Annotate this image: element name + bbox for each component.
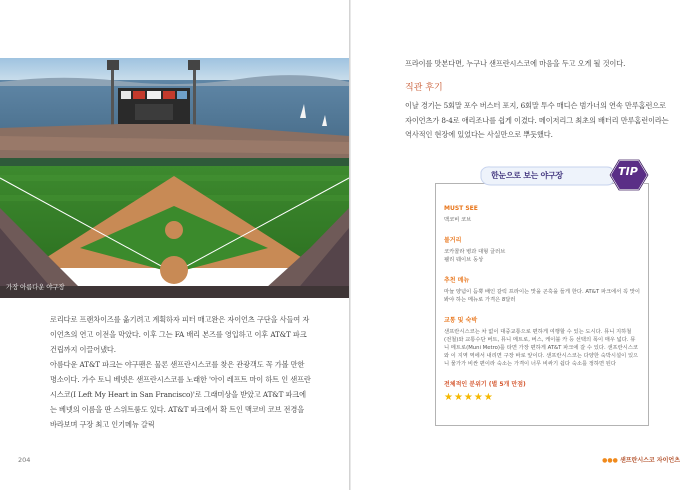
running-footer xyxy=(602,455,680,464)
tip-content xyxy=(444,205,640,403)
rating-label: 전체적인 분위기 (별 5개 만점) xyxy=(444,381,526,388)
tip-item-text: 맥코비 코브 xyxy=(444,217,472,223)
review-body: 이날 경기는 5회말 포수 버스터 포지, 6회말 투수 매디슨 범가너의 연속 만루홈런으로 자이언츠가 8-4로 애리조나를 쉽게 이겼다. 메이저리그 최초의 배터리 만루홈런이라는 역사적인 현장에 있었다는 사실만으로 뿌듯했다. xyxy=(405,101,669,139)
tip-item-label: 추천 메뉴 xyxy=(444,277,470,284)
paragraph: 아름다운 AT&T 파크는 야구팬은 물론 샌프란시스코를 찾은 관광객도 꼭 가볼 만한 명소이다. 가수 토니 베넷은 샌프란시스코를 노래한 '아이 레프트 마이 하트 인 샌프란시스코(I Left My Heart in San Francisco)'로 그래미상을 받았고 AT&T 파크에는 베넷의 이름을 딴 스위트룸도 있다. AT&T 파크에서 확 트인 맥코비 코브 전경을 바라보며 구장 최고 인기메뉴 갈릭 xyxy=(50,360,311,429)
paragraph: 로리다로 프랜차이즈를 옮기려고 계획하자 피터 매고완은 자이언츠 구단을 사들여 자이언츠의 연고 이전을 막았다. 이후 그는 FA 배리 본즈를 영입하고 이후 AT&T 파크 건립까지 이끌어냈다. xyxy=(50,315,310,354)
tip-item-text: 코카콜라 병과 대형 글러브 웰리 웨이브 동상 xyxy=(444,249,506,263)
page-number: 204 xyxy=(18,456,31,464)
tip-item-text: 마늘 양념이 듬뿍 배인 갈릭 프라이는 맛을 곤혹을 들게 한다. AT&T 파크에서 꼭 맛이봐야 하는 메뉴로 가격은 8달러 xyxy=(444,289,641,303)
tip-item-label: 볼거리 xyxy=(444,237,462,244)
tip-badge-label: TIP xyxy=(618,165,638,178)
ballpark-photo xyxy=(0,58,349,298)
ballpark-illustration xyxy=(0,58,349,298)
tip-header-title: 한눈으로 보는 야구장 xyxy=(491,171,563,180)
intro-text: 프라이를 맛본다면, 누구나 샌프란시스코에 마음을 두고 오게 될 것이다. xyxy=(405,59,626,68)
photo-caption: 가장 아름다운 야구장 xyxy=(6,283,65,291)
left-body-text xyxy=(50,312,312,432)
left-page xyxy=(0,0,349,490)
tip-item-label: MUST SEE xyxy=(444,205,478,212)
section-title: 직관 후기 xyxy=(405,83,443,93)
footer-mark-icon: ●●● xyxy=(602,457,620,464)
star-rating: ★★★★★ xyxy=(444,392,494,403)
tip-item-label: 교통 및 숙박 xyxy=(444,317,478,324)
tip-item-text: 샌프란시스코는 차 없이 대중교통으로 편하게 여행할 수 있는 도시다. 뮤니 지하철 (전철)와 교통수단 버트, 뮤니 메트로, 버스, 케이블 카 등 선택의 폭이 매우 넓다. 뮤니 메트로(Muni Metro)를 타면 가장 편하게 AT&T 파크에 갈 수 있다. 샌프란시스코와 이 지역 역에서 내리면 구장 바로 앞이다. 샌프란시스코는 다양한 숙박시설이 있으니 물가가 비싼 편이라 숙소는 가격이 너무 비싸기 쉽다 숙소를 정하면 된다 xyxy=(444,329,639,367)
footer-title-text: 샌프란시스코 자이언츠 xyxy=(619,457,680,464)
right-page xyxy=(351,0,700,490)
